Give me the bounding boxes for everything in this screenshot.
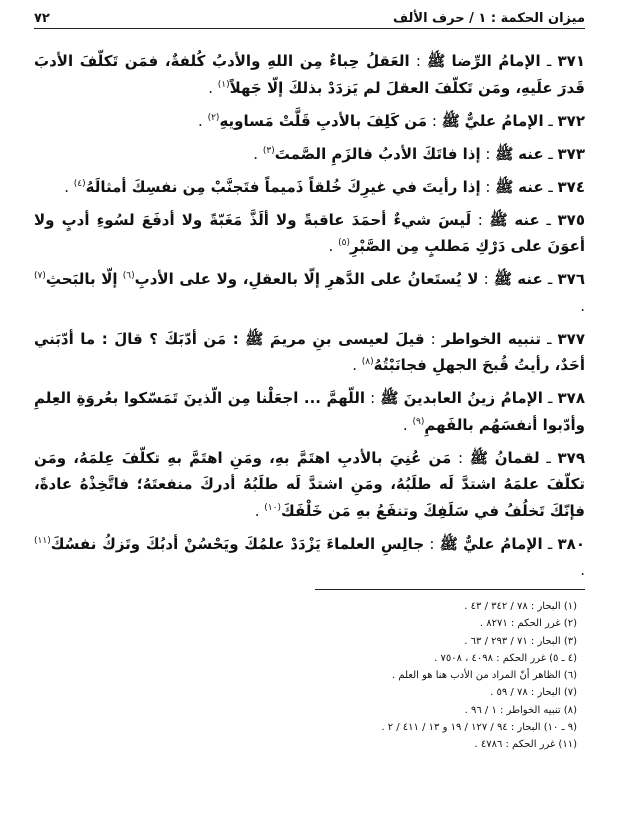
entry-text: إذا رأيتَ في غيرِكَ خُلقاً ذَميماً فتَجنَّبْ مِن نفسِكَ أمثالَهُ	[85, 177, 481, 196]
footnote-ref: (٧)	[34, 271, 46, 281]
footnote-ref: (٢)	[207, 112, 220, 123]
entry-text: لا يُستَعانُ على الدَّهرِ إلّا بالعقلِ، ولا على الأدبِ	[134, 270, 479, 288]
hadith-entry: ٣٧٦ ـ عنه ﷺ : لا يُستَعانُ على الدَّهرِ إلّا بالعقلِ، ولا على الأدبِ$^{(٦)}$ إلّا بالبَحثِ$^{(٧)}$ .	[34, 270, 585, 315]
entry-number: ٣٧٨	[557, 389, 585, 407]
footnote-item: (٩ ـ ١٠) البحار : ٩٤ / ١٢٧ / ١٩ و ١٣ / ٤١١ / ٢ .	[381, 722, 577, 734]
footnote-item: (٣) البحار : ٧١ / ٢٩٣ / ٦٣ .	[464, 635, 577, 647]
hadith-entry: ٣٧٩ ـ لقمانُ ﷺ : مَن عُنِيَ بالأدبِ اهتَمَّ بهِ، ومَنِ اهتَمَّ بهِ تكلّفَ عِلمَهُ، ومَن تكلّفَ علمَهُ اشتدَّ لَه طلَبُهُ، ومَنِ اشتدَّ لَه طلَبُهُ أدركَ منفعتَهُ؛ فاتَّخِذْهُ عادةً، فإنّكَ تَخلُفُ في سَلَفِكَ وتنفَعُ بهِ مَن خَلْفَكَ$^{(١٠)}$ .	[34, 448, 585, 520]
footnote-item: (٢) غرر الحكم : ٨٢٧١ .	[479, 618, 577, 630]
running-header	[34, 8, 585, 29]
honorific-mark: ﷺ	[439, 534, 458, 553]
hadith-list	[34, 48, 585, 590]
footnote-item: (٨) تنبيه الخواطر : ١ / ٩٦ .	[464, 704, 577, 716]
hadith-entry: ٣٧٤ ـ عنه ﷺ : إذا رأيتَ في غيرِكَ خُلقاً ذَميماً فتَجنَّبْ مِن نفسِكَ أمثالَهُ$^{(٤)}$ .	[64, 177, 585, 196]
footnote-ref: (٦)	[122, 271, 135, 281]
entry-text: جالِسِ العلماءَ يَزْدَدْ علمُكَ ويَحْسُنْ أدبُكَ وتَزكُ نفسُكَ	[50, 534, 425, 553]
footnote-ref: (٣)	[262, 145, 275, 156]
entry-number: ٣٧٤	[557, 177, 585, 196]
entry-number: ٣٧٩	[557, 448, 585, 467]
footnote-item: (٤ ـ ٥) غرر الحكم : ٤٠٩٨ ، ٧٥٠٨ .	[434, 652, 577, 664]
entry-number: ٣٧٣	[557, 144, 585, 163]
honorific-mark: ﷺ	[469, 448, 488, 467]
entry-attribution: الإمامُ الرِّضا	[451, 52, 541, 70]
running-title: ميزان الحكمة : ١ / حرف الألف	[393, 10, 585, 26]
entry-text: مَن عُنِيَ بالأدبِ اهتَمَّ بهِ، ومَنِ اهتَمَّ بهِ تكلّفَ عِلمَهُ، ومَن تكلّفَ علمَهُ اشتدَّ لَه طلَبُهُ، ومَنِ اشتدَّ لَه طلَبُهُ أدركَ منفعتَهُ؛ فاتَّخِذْهُ عادةً، فإنّكَ تَخلُفُ في سَلَفِكَ وتنفَعُ بهِ مَن خَلْفَكَ	[34, 448, 585, 520]
honorific-mark: ﷺ	[495, 144, 514, 163]
entry-attribution: تنبيه الخواطر	[441, 329, 541, 348]
entry-attribution: عنه	[514, 210, 540, 229]
hadith-entry: ٣٧٥ ـ عنه ﷺ : لَيسَ شيءٌ أحمَدَ عاقبةً ولا ألَذَّ مَغَبّةً ولا أدفَعَ لسُوءِ أدبٍ ولا أعوَنَ على دَرْكِ مَطلبٍ مِن الصَّبْرِ$^{(٥)}$ .	[34, 210, 585, 255]
entry-text: قيلَ لعيسى بنِ مريمَ ﷺ : مَن أدّبَكَ ؟ قالَ : ما أدّبَني أحَدٌ، رأيتُ قُبحَ الجهلِ فجانَبْتُهُ	[34, 329, 585, 374]
entry-text: لَيسَ شيءٌ أحمَدَ عاقبةً ولا ألَذَّ مَغَبّةً ولا أدفَعَ لسُوءِ أدبٍ ولا أعوَنَ على دَرْكِ مَطلبٍ مِن الصَّبْرِ	[34, 210, 585, 255]
footnote-ref: (٥)	[338, 238, 350, 248]
entry-attribution: عنه	[517, 270, 543, 288]
entry-text: العَقلُ حِباءٌ مِن اللهِ والأدبُ كُلفةٌ، فمَن تَكلّفَ الأدبَ قَدرَ علَيهِ، ومَن تَكلّفَ العقلَ لم يَزدَدْ بذلكَ إلّا جَهلاً	[34, 52, 585, 97]
entry-number: ٣٧٥	[557, 210, 585, 229]
honorific-mark: ﷺ	[493, 270, 513, 288]
entry-text: إذا فاتَكَ الأدبُ فالزَمِ الصَّمتَ	[274, 144, 481, 163]
honorific-mark: ﷺ	[380, 389, 399, 407]
footnote-item: (١) البحار : ٧٨ / ٣٤٢ / ٤٣ .	[464, 601, 577, 612]
honorific-mark: ﷺ	[489, 210, 508, 229]
hadith-entry: ٣٧١ ـ الإمامُ الرِّضا ﷺ : العَقلُ حِباءٌ مِن اللهِ والأدبُ كُلفةٌ، فمَن تَكلّفَ الأدبَ قَدرَ علَيهِ، ومَن تَكلّفَ العقلَ لم يَزدَدْ بذلكَ إلّا جَهلاً$^{(١)}$ .	[34, 52, 585, 97]
hadith-entry: ٣٧٨ ـ الإمامُ زينُ العابدينَ ﷺ : اللّهمَّ ... اجعَلْنا مِن الّذينَ تَمَسّكوا بعُروَةِ العِلمِ وأدّبوا أنفسَهُم بالفَهمِ$^{(٩)}$ .	[34, 389, 585, 434]
entry-text: اللّهمَّ ... اجعَلْنا مِن الّذينَ تَمَسّكوا بعُروَةِ العِلمِ وأدّبوا أنفسَهُم بالفَهمِ	[34, 389, 585, 434]
honorific-mark: ﷺ	[495, 177, 514, 196]
honorific-mark: ﷺ	[441, 111, 460, 130]
footnote-ref: (٩)	[412, 416, 425, 427]
footnote-divider	[315, 589, 585, 590]
entry-number: ٣٧١	[557, 52, 585, 70]
entry-text: مَن كَلِفَ بالأدبِ قَلَّتْ مَساويهِ	[219, 111, 428, 130]
entry-number: ٣٧٧	[557, 329, 585, 348]
entry-attribution: عنه	[518, 177, 544, 196]
entry-attribution: الإمامُ زينُ العابدينَ	[403, 389, 543, 407]
footnotes-list	[34, 598, 585, 754]
entry-number: ٣٧٦	[557, 270, 585, 288]
entry-attribution: الإمامُ عليٌّ	[464, 111, 544, 130]
entry-attribution: عنه	[518, 144, 544, 163]
footnote-ref: (١)	[217, 79, 230, 90]
hadith-entry: ٣٧٧ ـ تنبيه الخواطر : قيلَ لعيسى بنِ مريمَ ﷺ : مَن أدّبَكَ ؟ قالَ : ما أدّبَني أحَدٌ، رأيتُ قُبحَ الجهلِ فجانَبْتُهُ$^{(٨)}$ .	[34, 329, 585, 374]
footnote-ref: (٤)	[73, 178, 86, 189]
page-number: ٧٢	[34, 10, 50, 26]
footnote-item: (٧) البحار : ٧٨ / ٥٩ .	[490, 687, 577, 699]
footnote-ref: (٨)	[361, 357, 374, 367]
hadith-entry: ٣٧٣ ـ عنه ﷺ : إذا فاتَكَ الأدبُ فالزَمِ الصَّمتَ$^{(٣)}$ .	[253, 144, 585, 163]
honorific-mark: ﷺ	[427, 52, 446, 70]
entry-number: ٣٨٠	[557, 534, 585, 553]
entry-attribution: الإمامُ عليٌّ	[463, 534, 543, 553]
entry-text-continued: إلّا بالبَحثِ	[45, 270, 118, 288]
footnote-ref: (١٠)	[264, 502, 281, 513]
footnote-item: (٦) الظاهر أنّ المراد من الأدب هنا هو العلم .	[391, 670, 577, 682]
footnote-ref: (١١)	[34, 535, 51, 546]
hadith-entry: ٣٨٠ ـ الإمامُ عليٌّ ﷺ : جالِسِ العلماءَ يَزْدَدْ علمُكَ ويَحْسُنْ أدبُكَ وتَزكُ نفسُكَ$^{(١١)}$ .	[34, 534, 585, 579]
entry-attribution: لقمانُ	[494, 448, 540, 467]
entry-number: ٣٧٢	[557, 111, 585, 130]
footnote-item: (١١) غرر الحكم : ٤٧٨٦ .	[474, 739, 577, 751]
hadith-entry: ٣٧٢ ـ الإمامُ عليٌّ ﷺ : مَن كَلِفَ بالأدبِ قَلَّتْ مَساويهِ$^{(٢)}$ .	[198, 111, 585, 130]
